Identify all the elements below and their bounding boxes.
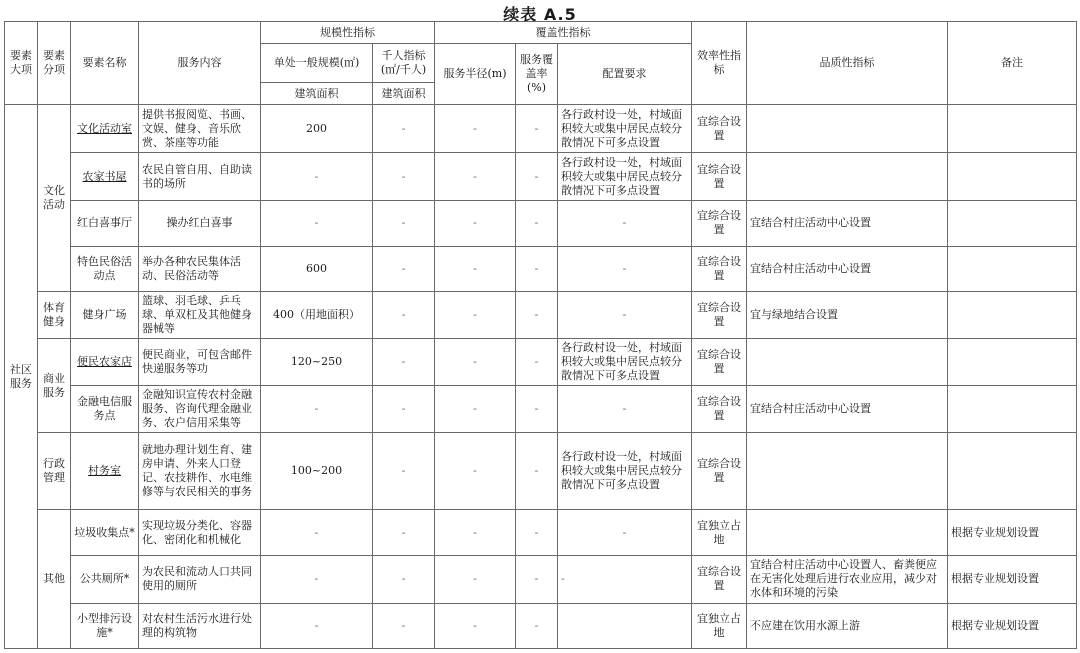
element-name: 公共厕所* — [71, 555, 139, 603]
note: 根据专业规划设置 — [948, 555, 1077, 603]
header-content: 服务内容 — [139, 22, 261, 105]
header-note: 备注 — [948, 22, 1077, 105]
efficiency: 宜综合设置 — [692, 201, 747, 246]
quality — [747, 510, 948, 555]
table-row — [5, 603, 1077, 648]
scale-single: 200 — [261, 105, 373, 153]
config-requirement: 各行政村设一处，村域面积较大或集中居民点较分散情况下可多点设置 — [558, 433, 692, 510]
quality: 宜结合村庄活动中心设置 — [747, 246, 948, 291]
coverage: - — [516, 246, 558, 291]
efficiency: 宜综合设置 — [692, 433, 747, 510]
table-row — [5, 386, 1077, 433]
element-name: 健身广场 — [71, 291, 139, 338]
coverage: - — [516, 153, 558, 201]
header-name: 要素名称 — [71, 22, 139, 105]
service-content: 就地办理计划生育、建房申请、外来人口登记、农技耕作、水电维修等与农民相关的事务 — [139, 433, 261, 510]
scale-thousand: - — [373, 603, 435, 648]
element-name: 特色民俗活动点 — [71, 246, 139, 291]
efficiency: 宜综合设置 — [692, 153, 747, 201]
service-content: 操办红白喜事 — [139, 201, 261, 246]
note — [948, 386, 1077, 433]
note — [948, 291, 1077, 338]
quality — [747, 105, 948, 153]
quality — [747, 153, 948, 201]
group-business: 商业服务 — [38, 338, 71, 432]
scale-single: - — [261, 555, 373, 603]
table-row — [5, 105, 1077, 153]
note — [948, 246, 1077, 291]
coverage: - — [516, 603, 558, 648]
service-content: 便民商业，可包含邮件快递服务等功 — [139, 338, 261, 385]
group-admin: 行政管理 — [38, 433, 71, 510]
config-requirement: - — [558, 386, 692, 433]
quality: 宜结合村庄活动中心设置 — [747, 201, 948, 246]
scale-single: 400（用地面积） — [261, 291, 373, 338]
header-major: 要素大项 — [5, 22, 38, 105]
quality — [747, 433, 948, 510]
group-sports: 体育健身 — [38, 291, 71, 338]
service-content: 篮球、羽毛球、乒乓球、单双杠及其他健身器械等 — [139, 291, 261, 338]
table-row — [5, 433, 1077, 510]
service-content: 实现垃圾分类化、容器化、密闭化和机械化 — [139, 510, 261, 555]
coverage: - — [516, 291, 558, 338]
efficiency: 宜独立占地 — [692, 603, 747, 648]
scale-thousand: - — [373, 246, 435, 291]
service-content: 为农民和流动人口共同使用的厕所 — [139, 555, 261, 603]
element-name[interactable]: 村务室 — [71, 433, 139, 510]
table-row — [5, 338, 1077, 385]
config-requirement: - — [558, 510, 692, 555]
service-content: 金融知识宣传农村金融服务、咨询代理金融业务、农户信用采集等 — [139, 386, 261, 433]
table-row — [5, 201, 1077, 246]
scale-thousand: - — [373, 291, 435, 338]
header-config: 配置要求 — [558, 44, 692, 105]
element-name[interactable]: 农家书屋 — [71, 153, 139, 201]
header-quality: 品质性指标 — [747, 22, 948, 105]
header-area-1: 建筑面积 — [261, 83, 373, 105]
quality — [747, 338, 948, 385]
element-name: 红白喜事厅 — [71, 201, 139, 246]
scale-thousand: - — [373, 201, 435, 246]
radius: - — [435, 201, 516, 246]
element-name[interactable]: 文化活动室 — [71, 105, 139, 153]
quality: 不应建在饮用水源上游 — [747, 603, 948, 648]
config-requirement: - — [558, 246, 692, 291]
scale-single: - — [261, 201, 373, 246]
scale-thousand: - — [373, 153, 435, 201]
service-content: 提供书报阅览、书画、文娱、健身、音乐欣赏、茶座等功能 — [139, 105, 261, 153]
header-scale-thousand: 千人指标(㎡/千人) — [373, 44, 435, 83]
group-other: 其他 — [38, 510, 71, 649]
service-facility-table — [4, 21, 1077, 649]
scale-thousand: - — [373, 555, 435, 603]
scale-single: - — [261, 603, 373, 648]
scale-thousand: - — [373, 433, 435, 510]
coverage: - — [516, 433, 558, 510]
note — [948, 338, 1077, 385]
radius: - — [435, 338, 516, 385]
header-area-2: 建筑面积 — [373, 83, 435, 105]
config-requirement: - — [558, 555, 692, 603]
config-requirement: - — [558, 291, 692, 338]
note — [948, 201, 1077, 246]
radius: - — [435, 510, 516, 555]
note — [948, 105, 1077, 153]
scale-single: - — [261, 153, 373, 201]
coverage: - — [516, 201, 558, 246]
table-row — [5, 246, 1077, 291]
header-scale-group: 规模性指标 — [261, 22, 435, 44]
element-name[interactable]: 便民农家店 — [71, 338, 139, 385]
efficiency: 宜综合设置 — [692, 386, 747, 433]
radius: - — [435, 555, 516, 603]
quality: 宜与绿地结合设置 — [747, 291, 948, 338]
scale-thousand: - — [373, 386, 435, 433]
scale-single: 600 — [261, 246, 373, 291]
scale-single: 120~250 — [261, 338, 373, 385]
element-name: 垃圾收集点* — [71, 510, 139, 555]
table-row — [5, 510, 1077, 555]
header-cover-group: 覆盖性指标 — [435, 22, 692, 44]
efficiency: 宜独立占地 — [692, 510, 747, 555]
efficiency: 宜综合设置 — [692, 338, 747, 385]
scale-single: - — [261, 510, 373, 555]
element-name: 金融电信服务点 — [71, 386, 139, 433]
header-radius: 服务半径(m) — [435, 44, 516, 105]
scale-single: - — [261, 386, 373, 433]
radius: - — [435, 433, 516, 510]
coverage: - — [516, 338, 558, 385]
scale-thousand: - — [373, 105, 435, 153]
note — [948, 433, 1077, 510]
table-row — [5, 153, 1077, 201]
radius: - — [435, 105, 516, 153]
scale-single: 100~200 — [261, 433, 373, 510]
efficiency: 宜综合设置 — [692, 246, 747, 291]
element-name: 小型排污设施* — [71, 603, 139, 648]
coverage: - — [516, 510, 558, 555]
radius: - — [435, 603, 516, 648]
service-content: 对农村生活污水进行处理的构筑物 — [139, 603, 261, 648]
config-requirement: - — [558, 201, 692, 246]
coverage: - — [516, 386, 558, 433]
config-requirement: 各行政村设一处，村域面积较大或集中居民点较分散情况下可多点设置 — [558, 153, 692, 201]
efficiency: 宜综合设置 — [692, 105, 747, 153]
quality: 宜结合村庄活动中心设置人、畜粪便应在无害化处理后进行农业应用，减少对水体和环境的污染 — [747, 555, 948, 603]
service-content: 举办各种农民集体活动、民俗活动等 — [139, 246, 261, 291]
efficiency: 宜综合设置 — [692, 555, 747, 603]
note — [948, 153, 1077, 201]
table-row — [5, 291, 1077, 338]
radius: - — [435, 246, 516, 291]
quality: 宜结合村庄活动中心设置 — [747, 386, 948, 433]
header-coverage: 服务覆盖率(%) — [516, 44, 558, 105]
table-title: 续表 A.5 — [503, 5, 577, 24]
config-requirement: 各行政村设一处，村域面积较大或集中居民点较分散情况下可多点设置 — [558, 105, 692, 153]
note: 根据专业规划设置 — [948, 603, 1077, 648]
header-efficiency: 效率性指标 — [692, 22, 747, 105]
header-sub: 要素分项 — [38, 22, 71, 105]
group-culture: 文化活动 — [38, 105, 71, 292]
radius: - — [435, 153, 516, 201]
config-requirement: 各行政村设一处，村域面积较大或集中居民点较分散情况下可多点设置 — [558, 338, 692, 385]
scale-thousand: - — [373, 338, 435, 385]
table-row — [5, 555, 1077, 603]
service-content: 农民自管自用、自助读书的场所 — [139, 153, 261, 201]
coverage: - — [516, 105, 558, 153]
header-scale-single: 单处一般规模(㎡) — [261, 44, 373, 83]
note: 根据专业规划设置 — [948, 510, 1077, 555]
radius: - — [435, 386, 516, 433]
coverage: - — [516, 555, 558, 603]
scale-thousand: - — [373, 510, 435, 555]
major-category: 社区服务 — [5, 105, 38, 649]
radius: - — [435, 291, 516, 338]
config-requirement — [558, 603, 692, 648]
efficiency: 宜综合设置 — [692, 291, 747, 338]
